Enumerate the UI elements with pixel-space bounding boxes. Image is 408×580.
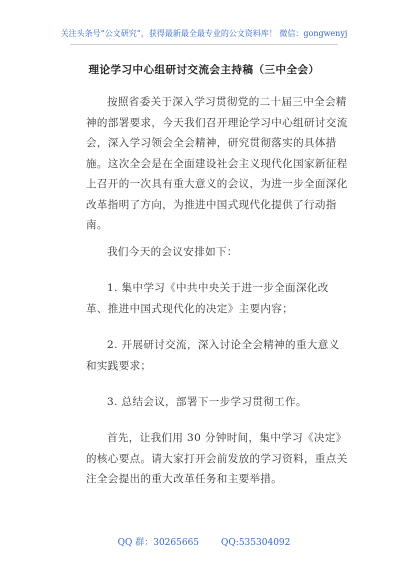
paragraph-agenda-intro: 我们今天的会议安排如下： [107, 246, 238, 258]
document-title: 理论学习中心组研讨交流会主持稿（三中全会） [88, 64, 320, 76]
footer-contact [0, 535, 408, 548]
header-divider [70, 44, 338, 45]
paragraph-agenda-item-2: 2. 开展研讨交流，深入讨论全会精神的重大意义和实践要求； [86, 339, 340, 372]
footer-qq: QQ:535304092 [221, 538, 291, 548]
footer-qq-group: QQ 群：30265665 [117, 538, 200, 548]
paragraph-intro: 按照省委关于深入学习贯彻党的二十届三中全会精神的部署要求，今天我们召开理论学习中心组研讨交流会，深入学习领会全会精神，研究贯彻落实的具体措施。这次全会是在全面建设社会主义现代化国家新征程上召开的一次具有重大意义的会议，为进一步全面深化改革指明了方向，为推进中国式现代化提供了行动指南。 [86, 96, 348, 231]
paragraph-study-instructions: 首先，让我们用 30 分钟时间，集中学习《决定》的核心要点。请大家打开会前发放的学习资料，重点关注全会提出的重大改革任务和主要举措。 [86, 432, 348, 485]
paragraph-agenda-item-3: 3. 总结会议，部署下一步学习贯彻工作。 [107, 396, 307, 408]
paragraph-agenda-item-1: 1. 集中学习《中共中央关于进一步全面深化改革、推进中国式现代化的决定》主要内容； [86, 282, 329, 315]
header-note: 关注头条号“公文研究”，获得最新最全最专业的公文资料库！ 微信：gongwenyj [60, 29, 348, 38]
